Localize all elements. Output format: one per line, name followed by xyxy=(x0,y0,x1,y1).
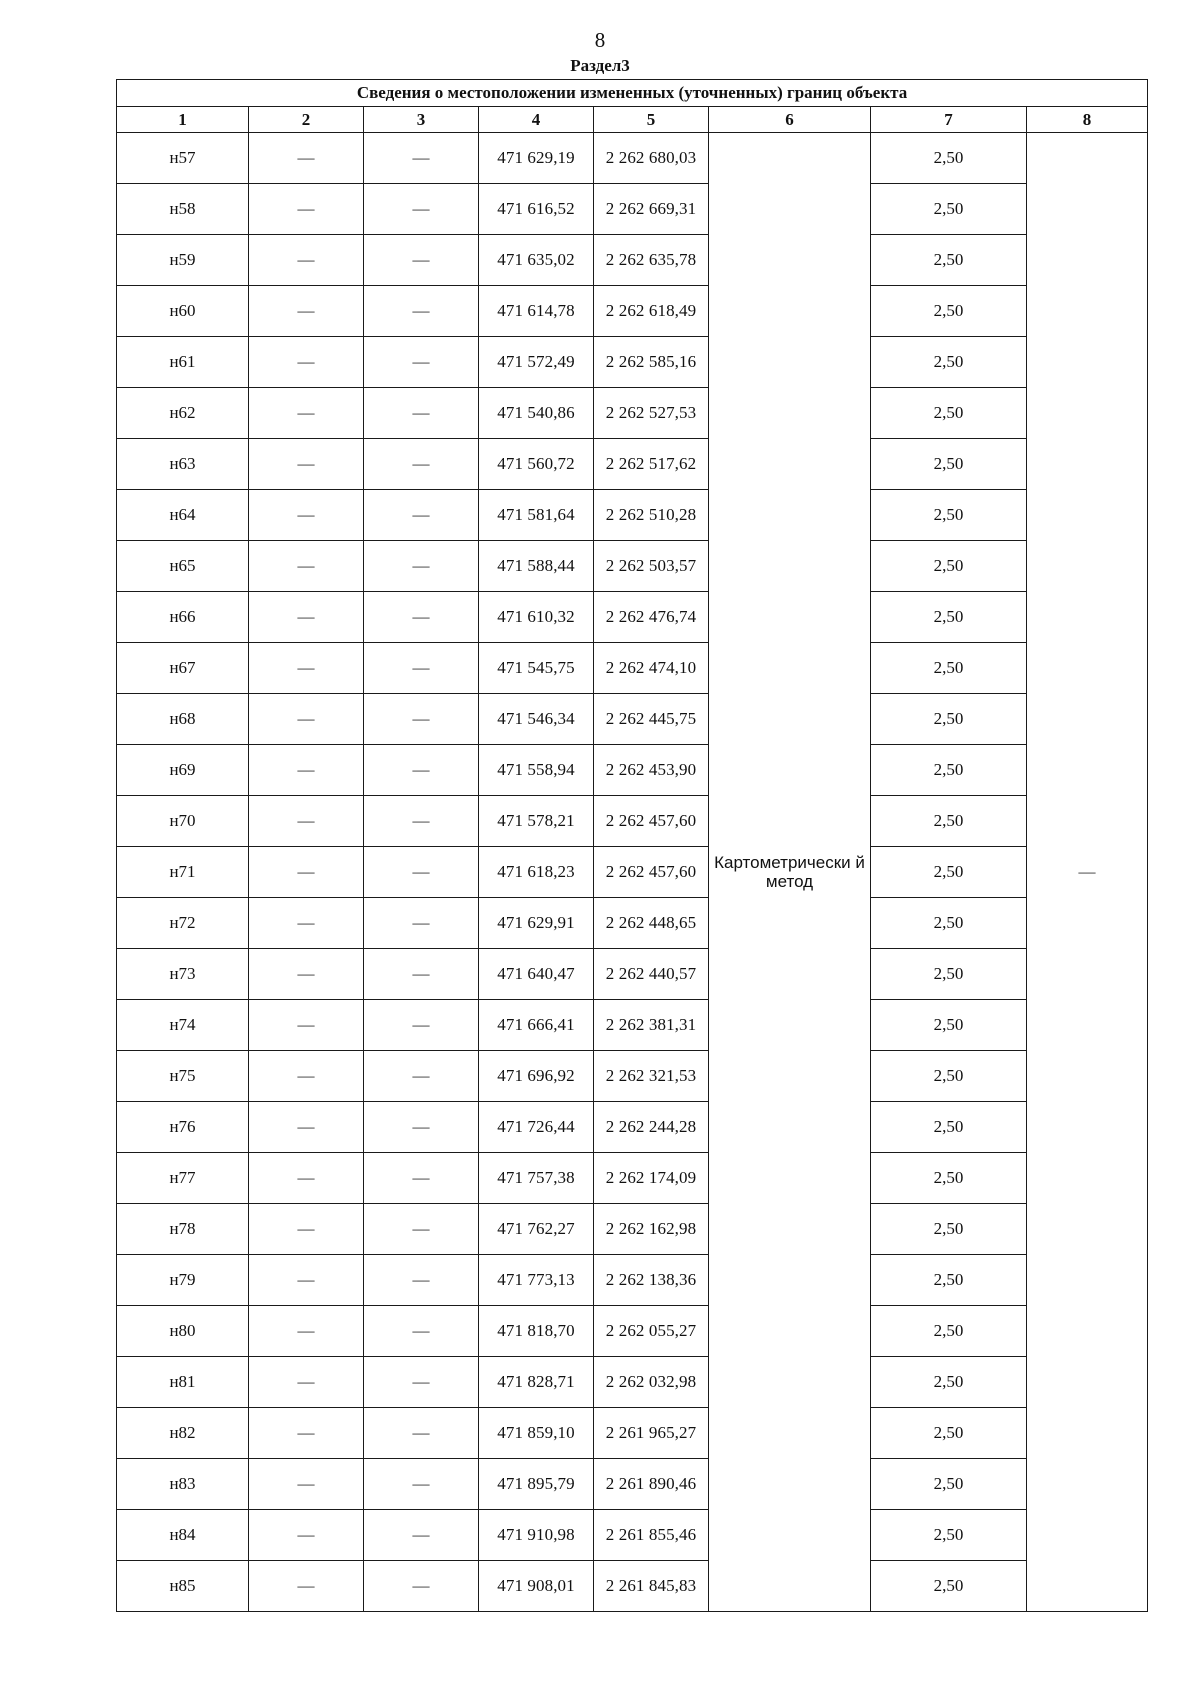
y-coordinate-cell: 2 262 453,90 xyxy=(594,745,709,796)
x-coordinate-cell: 471 895,79 xyxy=(479,1459,594,1510)
table-row xyxy=(117,1204,1148,1255)
column-number: 8 xyxy=(1027,107,1148,133)
column3-dash-cell: — xyxy=(364,184,479,235)
accuracy-cell: 2,50 xyxy=(871,1408,1027,1459)
x-coordinate-cell: 471 560,72 xyxy=(479,439,594,490)
point-number-cell: н66 xyxy=(117,592,249,643)
x-coordinate-cell: 471 640,47 xyxy=(479,949,594,1000)
table-row xyxy=(117,796,1148,847)
accuracy-cell: 2,50 xyxy=(871,1153,1027,1204)
column3-dash-cell: — xyxy=(364,1204,479,1255)
y-coordinate-cell: 2 262 510,28 xyxy=(594,490,709,541)
y-coordinate-cell: 2 261 845,83 xyxy=(594,1561,709,1612)
column2-dash-cell: — xyxy=(249,796,364,847)
table-row xyxy=(117,439,1148,490)
accuracy-cell: 2,50 xyxy=(871,1459,1027,1510)
table-row xyxy=(117,133,1148,184)
accuracy-cell: 2,50 xyxy=(871,847,1027,898)
column3-dash-cell: — xyxy=(364,745,479,796)
column3-dash-cell: — xyxy=(364,1255,479,1306)
column2-dash-cell: — xyxy=(249,643,364,694)
table-row xyxy=(117,1255,1148,1306)
table-row xyxy=(117,949,1148,1000)
x-coordinate-cell: 471 581,64 xyxy=(479,490,594,541)
column3-dash-cell: — xyxy=(364,1459,479,1510)
column2-dash-cell: — xyxy=(249,1459,364,1510)
accuracy-cell: 2,50 xyxy=(871,337,1027,388)
column2-dash-cell: — xyxy=(249,1153,364,1204)
accuracy-cell: 2,50 xyxy=(871,439,1027,490)
accuracy-cell: 2,50 xyxy=(871,1255,1027,1306)
column2-dash-cell: — xyxy=(249,592,364,643)
column-number: 1 xyxy=(117,107,249,133)
point-number-cell: н80 xyxy=(117,1306,249,1357)
point-number-cell: н79 xyxy=(117,1255,249,1306)
column2-dash-cell: — xyxy=(249,1255,364,1306)
table-row xyxy=(117,1000,1148,1051)
column2-dash-cell: — xyxy=(249,490,364,541)
point-number-cell: н84 xyxy=(117,1510,249,1561)
accuracy-cell: 2,50 xyxy=(871,1510,1027,1561)
y-coordinate-cell: 2 261 855,46 xyxy=(594,1510,709,1561)
column-number: 5 xyxy=(594,107,709,133)
x-coordinate-cell: 471 546,34 xyxy=(479,694,594,745)
column2-dash-cell: — xyxy=(249,745,364,796)
column2-dash-cell: — xyxy=(249,898,364,949)
accuracy-cell: 2,50 xyxy=(871,796,1027,847)
column2-dash-cell: — xyxy=(249,1102,364,1153)
column3-dash-cell: — xyxy=(364,235,479,286)
accuracy-cell: 2,50 xyxy=(871,541,1027,592)
x-coordinate-cell: 471 629,19 xyxy=(479,133,594,184)
table-caption: Сведения о местоположении измененных (уточненных) границ объекта xyxy=(117,80,1148,107)
accuracy-cell: 2,50 xyxy=(871,133,1027,184)
accuracy-cell: 2,50 xyxy=(871,388,1027,439)
table-row xyxy=(117,388,1148,439)
point-number-cell: н64 xyxy=(117,490,249,541)
table-row xyxy=(117,337,1148,388)
table-row xyxy=(117,847,1148,898)
point-number-cell: н72 xyxy=(117,898,249,949)
x-coordinate-cell: 471 616,52 xyxy=(479,184,594,235)
point-number-cell: н67 xyxy=(117,643,249,694)
point-number-cell: н63 xyxy=(117,439,249,490)
column-number: 4 xyxy=(479,107,594,133)
column2-dash-cell: — xyxy=(249,1306,364,1357)
table-caption-row xyxy=(117,80,1148,107)
column2-dash-cell: — xyxy=(249,1204,364,1255)
column3-dash-cell: — xyxy=(364,439,479,490)
x-coordinate-cell: 471 696,92 xyxy=(479,1051,594,1102)
accuracy-cell: 2,50 xyxy=(871,1051,1027,1102)
y-coordinate-cell: 2 262 476,74 xyxy=(594,592,709,643)
point-number-cell: н65 xyxy=(117,541,249,592)
column3-dash-cell: — xyxy=(364,1306,479,1357)
accuracy-cell: 2,50 xyxy=(871,1306,1027,1357)
x-coordinate-cell: 471 578,21 xyxy=(479,796,594,847)
column3-dash-cell: — xyxy=(364,1357,479,1408)
accuracy-cell: 2,50 xyxy=(871,592,1027,643)
point-number-cell: н68 xyxy=(117,694,249,745)
point-number-cell: н83 xyxy=(117,1459,249,1510)
table-row xyxy=(117,1153,1148,1204)
accuracy-cell: 2,50 xyxy=(871,1561,1027,1612)
x-coordinate-cell: 471 726,44 xyxy=(479,1102,594,1153)
point-number-cell: н73 xyxy=(117,949,249,1000)
point-number-cell: н59 xyxy=(117,235,249,286)
y-coordinate-cell: 2 262 032,98 xyxy=(594,1357,709,1408)
column3-dash-cell: — xyxy=(364,1153,479,1204)
x-coordinate-cell: 471 610,32 xyxy=(479,592,594,643)
column3-dash-cell: — xyxy=(364,949,479,1000)
column3-dash-cell: — xyxy=(364,898,479,949)
column2-dash-cell: — xyxy=(249,184,364,235)
x-coordinate-cell: 471 545,75 xyxy=(479,643,594,694)
x-coordinate-cell: 471 618,23 xyxy=(479,847,594,898)
column2-dash-cell: — xyxy=(249,337,364,388)
column2-dash-cell: — xyxy=(249,1408,364,1459)
column3-dash-cell: — xyxy=(364,796,479,847)
column3-dash-cell: — xyxy=(364,592,479,643)
x-coordinate-cell: 471 818,70 xyxy=(479,1306,594,1357)
y-coordinate-cell: 2 262 055,27 xyxy=(594,1306,709,1357)
point-number-cell: н61 xyxy=(117,337,249,388)
point-number-cell: н70 xyxy=(117,796,249,847)
column3-dash-cell: — xyxy=(364,694,479,745)
column2-dash-cell: — xyxy=(249,439,364,490)
column3-dash-cell: — xyxy=(364,1000,479,1051)
y-coordinate-cell: 2 262 244,28 xyxy=(594,1102,709,1153)
x-coordinate-cell: 471 757,38 xyxy=(479,1153,594,1204)
point-number-cell: н71 xyxy=(117,847,249,898)
table-row xyxy=(117,1306,1148,1357)
point-number-cell: н60 xyxy=(117,286,249,337)
x-coordinate-cell: 471 859,10 xyxy=(479,1408,594,1459)
accuracy-cell: 2,50 xyxy=(871,490,1027,541)
y-coordinate-cell: 2 262 174,09 xyxy=(594,1153,709,1204)
x-coordinate-cell: 471 635,02 xyxy=(479,235,594,286)
column-number: 2 xyxy=(249,107,364,133)
y-coordinate-cell: 2 262 635,78 xyxy=(594,235,709,286)
y-coordinate-cell: 2 262 321,53 xyxy=(594,1051,709,1102)
column2-dash-cell: — xyxy=(249,694,364,745)
table-row xyxy=(117,745,1148,796)
column-number-row xyxy=(117,107,1148,133)
column3-dash-cell: — xyxy=(364,643,479,694)
x-coordinate-cell: 471 572,49 xyxy=(479,337,594,388)
y-coordinate-cell: 2 262 527,53 xyxy=(594,388,709,439)
column2-dash-cell: — xyxy=(249,541,364,592)
column2-dash-cell: — xyxy=(249,133,364,184)
accuracy-cell: 2,50 xyxy=(871,1357,1027,1408)
y-coordinate-cell: 2 262 669,31 xyxy=(594,184,709,235)
accuracy-cell: 2,50 xyxy=(871,1204,1027,1255)
column3-dash-cell: — xyxy=(364,1102,479,1153)
table-row xyxy=(117,694,1148,745)
point-number-cell: н75 xyxy=(117,1051,249,1102)
table-row xyxy=(117,286,1148,337)
table-body xyxy=(117,133,1148,1612)
y-coordinate-cell: 2 262 381,31 xyxy=(594,1000,709,1051)
column2-dash-cell: — xyxy=(249,949,364,1000)
y-coordinate-cell: 2 262 618,49 xyxy=(594,286,709,337)
column3-dash-cell: — xyxy=(364,133,479,184)
y-coordinate-cell: 2 262 445,75 xyxy=(594,694,709,745)
page-number: 8 xyxy=(594,28,606,52)
accuracy-cell: 2,50 xyxy=(871,643,1027,694)
accuracy-cell: 2,50 xyxy=(871,745,1027,796)
column3-dash-cell: — xyxy=(364,1408,479,1459)
column2-dash-cell: — xyxy=(249,1051,364,1102)
accuracy-cell: 2,50 xyxy=(871,898,1027,949)
accuracy-cell: 2,50 xyxy=(871,694,1027,745)
y-coordinate-cell: 2 262 457,60 xyxy=(594,796,709,847)
x-coordinate-cell: 471 762,27 xyxy=(479,1204,594,1255)
point-number-cell: н58 xyxy=(117,184,249,235)
column-number: 7 xyxy=(871,107,1027,133)
point-number-cell: н62 xyxy=(117,388,249,439)
method-cell: Картометрически й метод xyxy=(709,133,871,1612)
table-row xyxy=(117,1510,1148,1561)
x-coordinate-cell: 471 828,71 xyxy=(479,1357,594,1408)
table-row xyxy=(117,592,1148,643)
point-number-cell: н81 xyxy=(117,1357,249,1408)
x-coordinate-cell: 471 908,01 xyxy=(479,1561,594,1612)
point-number-cell: н78 xyxy=(117,1204,249,1255)
column3-dash-cell: — xyxy=(364,1051,479,1102)
table-row xyxy=(117,1408,1148,1459)
accuracy-cell: 2,50 xyxy=(871,286,1027,337)
y-coordinate-cell: 2 262 440,57 xyxy=(594,949,709,1000)
point-number-cell: н74 xyxy=(117,1000,249,1051)
point-number-cell: н76 xyxy=(117,1102,249,1153)
y-coordinate-cell: 2 262 585,16 xyxy=(594,337,709,388)
column2-dash-cell: — xyxy=(249,235,364,286)
point-number-cell: н77 xyxy=(117,1153,249,1204)
column3-dash-cell: — xyxy=(364,490,479,541)
table-row xyxy=(117,184,1148,235)
column3-dash-cell: — xyxy=(364,541,479,592)
column-number: 3 xyxy=(364,107,479,133)
column3-dash-cell: — xyxy=(364,337,479,388)
column3-dash-cell: — xyxy=(364,388,479,439)
table-row xyxy=(117,1561,1148,1612)
table-row xyxy=(117,1357,1148,1408)
table-row xyxy=(117,1102,1148,1153)
x-coordinate-cell: 471 629,91 xyxy=(479,898,594,949)
accuracy-cell: 2,50 xyxy=(871,235,1027,286)
y-coordinate-cell: 2 262 503,57 xyxy=(594,541,709,592)
y-coordinate-cell: 2 262 138,36 xyxy=(594,1255,709,1306)
column2-dash-cell: — xyxy=(249,1561,364,1612)
x-coordinate-cell: 471 910,98 xyxy=(479,1510,594,1561)
x-coordinate-cell: 471 666,41 xyxy=(479,1000,594,1051)
y-coordinate-cell: 2 261 890,46 xyxy=(594,1459,709,1510)
point-number-cell: н57 xyxy=(117,133,249,184)
table-row xyxy=(117,643,1148,694)
x-coordinate-cell: 471 588,44 xyxy=(479,541,594,592)
column3-dash-cell: — xyxy=(364,286,479,337)
table-row xyxy=(117,490,1148,541)
column3-dash-cell: — xyxy=(364,847,479,898)
column2-dash-cell: — xyxy=(249,1357,364,1408)
coordinates-table xyxy=(116,79,1148,1612)
x-coordinate-cell: 471 614,78 xyxy=(479,286,594,337)
point-number-cell: н69 xyxy=(117,745,249,796)
section-title: Раздел3 xyxy=(570,56,630,75)
x-coordinate-cell: 471 773,13 xyxy=(479,1255,594,1306)
y-coordinate-cell: 2 262 457,60 xyxy=(594,847,709,898)
table-row xyxy=(117,898,1148,949)
table-row xyxy=(117,1051,1148,1102)
y-coordinate-cell: 2 262 448,65 xyxy=(594,898,709,949)
accuracy-cell: 2,50 xyxy=(871,1102,1027,1153)
column2-dash-cell: — xyxy=(249,286,364,337)
column2-dash-cell: — xyxy=(249,1000,364,1051)
accuracy-cell: 2,50 xyxy=(871,949,1027,1000)
y-coordinate-cell: 2 261 965,27 xyxy=(594,1408,709,1459)
y-coordinate-cell: 2 262 517,62 xyxy=(594,439,709,490)
column2-dash-cell: — xyxy=(249,1510,364,1561)
accuracy-cell: 2,50 xyxy=(871,184,1027,235)
point-number-cell: н85 xyxy=(117,1561,249,1612)
point-number-cell: н82 xyxy=(117,1408,249,1459)
x-coordinate-cell: 471 540,86 xyxy=(479,388,594,439)
column3-dash-cell: — xyxy=(364,1561,479,1612)
y-coordinate-cell: 2 262 162,98 xyxy=(594,1204,709,1255)
y-coordinate-cell: 2 262 680,03 xyxy=(594,133,709,184)
y-coordinate-cell: 2 262 474,10 xyxy=(594,643,709,694)
x-coordinate-cell: 471 558,94 xyxy=(479,745,594,796)
column-number: 6 xyxy=(709,107,871,133)
accuracy-cell: 2,50 xyxy=(871,1000,1027,1051)
column2-dash-cell: — xyxy=(249,847,364,898)
column3-dash-cell: — xyxy=(364,1510,479,1561)
table-row xyxy=(117,1459,1148,1510)
column8-cell: — xyxy=(1027,133,1148,1612)
column2-dash-cell: — xyxy=(249,388,364,439)
table-row xyxy=(117,541,1148,592)
table-row xyxy=(117,235,1148,286)
